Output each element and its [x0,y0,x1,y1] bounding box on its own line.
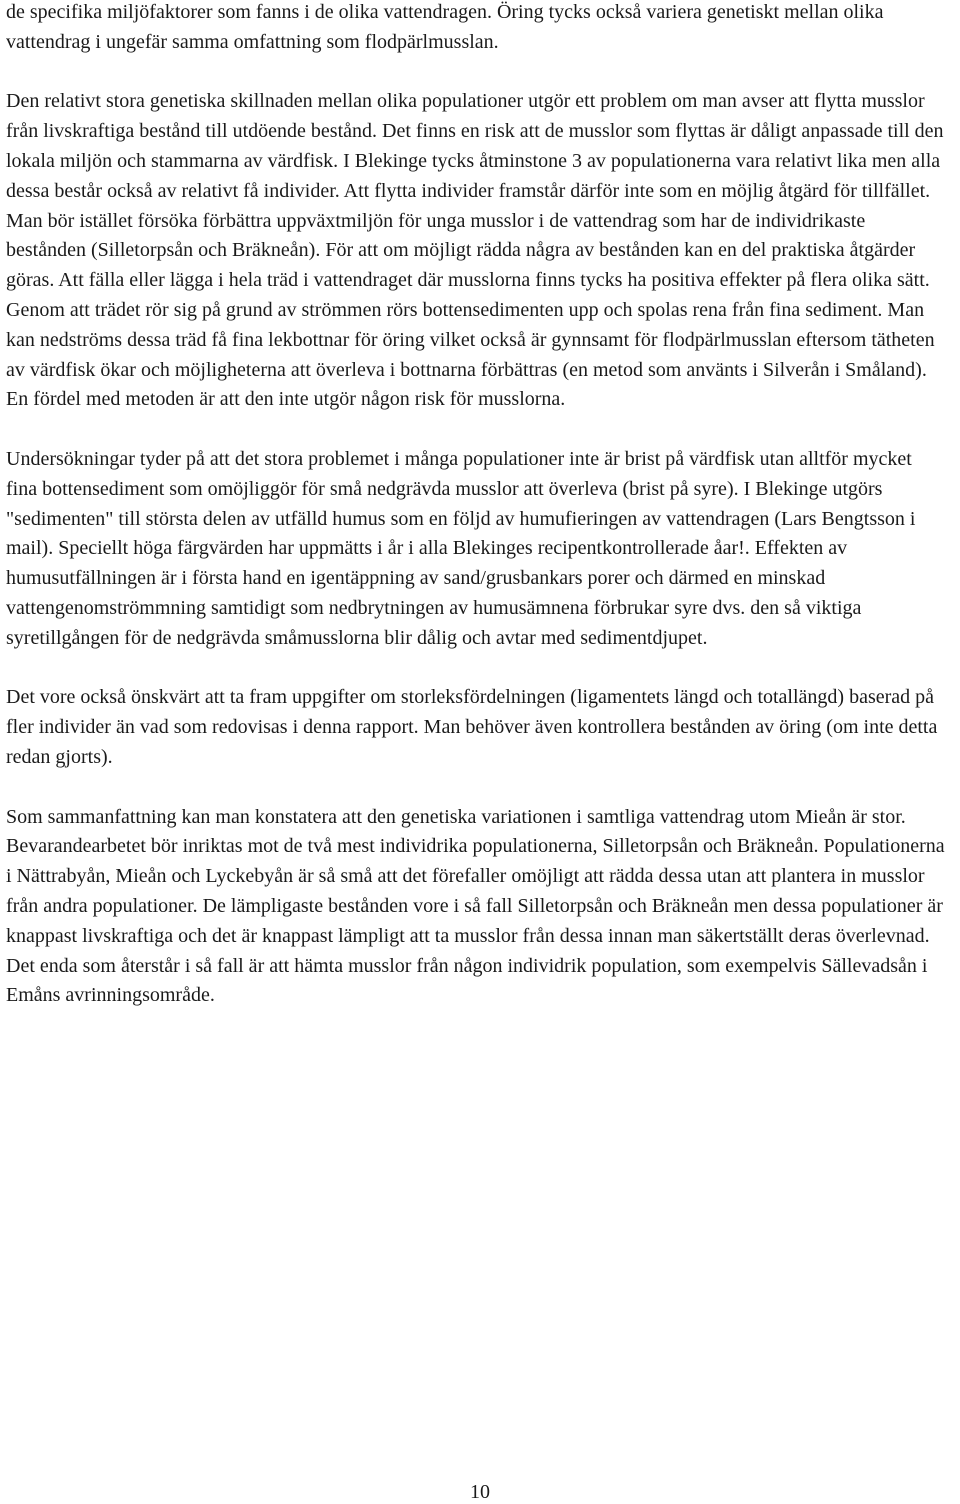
document-page [6,0,946,1011]
paragraph-intro-continuation: de specifika miljöfaktorer som fanns i de olika vattendragen. Öring tycks också variera genetiskt mellan olika vattendrag i ungefär samma omfattning som flodpärlmusslan. [6,1,884,53]
paragraph-sediment-problem: Undersökningar tyder på att det stora problemet i många populationer inte är brist på värdfisk utan alltför mycket fina bottensediment som omöjliggör för små nedgrävda musslor att överleva (brist på syre). I Blekinge utgörs "sedimenten" till största delen av utfälld humus som en följd av humufieringen av vattendragen (Lars Bengtsson i mail). Speciellt höga färgvärden har uppmätts i år i alla Blekinges recipentkontrollerade åar!. Effekten av humusutfällningen är i första hand en igentäppning av sand/grusbankars porer och därmed en minskad vattengenomströmmning samtidigt som nedbrytningen av humusämnena förbrukar syre dvs. den så viktiga syretillgången för de nedgrävda småmusslorna blir dålig och avtar med sedimentdjupet. [6,447,916,649]
paragraph-genetic-differences: Den relativt stora genetiska skillnaden mellan olika populationer utgör ett problem om man avser att flytta musslor från livskraftiga bestånd till utdöende bestånd. Det finns en risk att de musslor som flyttas är dåligt anpassade till den lokala miljön och stammarna av värdfisk. I Blekinge tycks åtminstone 3 av populationerna vara relativt lika men alla dessa består också av relativt få individer. Att flytta individer framstår därför inte som en möjlig åtgärd för tillfället. Man bör istället försöka förbättra uppväxtmiljön för unga musslor i de vattendrag som har de individrikaste bestånden (Silletorpsån och Bräkneån). För att om möjligt rädda några av bestånden kan en del praktiska åtgärder göras. Att fälla eller lägga i hela träd i vattendraget där musslorna finns tycks ha positiva effekter på flera olika sätt. Genom att trädet rör sig på grund av strömmen rörs bottensedimenten upp och spolas rena från fina sediment. Man kan nedströms dessa träd få fina lekbottnar för öring vilket också är gynnsamt för flodpärlmusslan eftersom tätheten av värdfisk ökar och möjligheterna att överleva i bottnarna förbättras (en metod som använts i Silverån i Småland). En fördel med metoden är att den inte utgör någon risk för musslorna. [6,90,944,411]
paragraph-summary: Som sammanfattning kan man konstatera att den genetiska variationen i samtliga vattendrag utom Mieån är stor. Bevarandearbetet bör inriktas mot de två mest individrika populationerna, Silletorpsån och Bräkneån. Populationerna i Nättrabyån, Mieån och Lyckebyån är så små att det förefaller omöjligt att rädda dessa utan att plantera in musslor från andra populationer. De lämpligaste bestånden vore i så fall Silletorpsån och Bräkneån men dessa populationer är knappast livskraftiga och det är knappast lämpligt att ta musslor från dessa innan man säkertställt deras överlevnad. Det enda som återstår i så fall är att hämta musslor från någon individrik population, som exempelvis Sällevadsån i Emåns avrinningsområde. [6,805,945,1007]
page-number: 10 [470,1481,490,1503]
paragraph-size-distribution: Det vore också önskvärt att ta fram uppgifter om storleksfördelningen (ligamentets längd och totallängd) baserad på fler individer än vad som redovisas i denna rapport. Man behöver även kontrollera bestånden av öring (om inte detta redan gjorts). [6,686,938,768]
